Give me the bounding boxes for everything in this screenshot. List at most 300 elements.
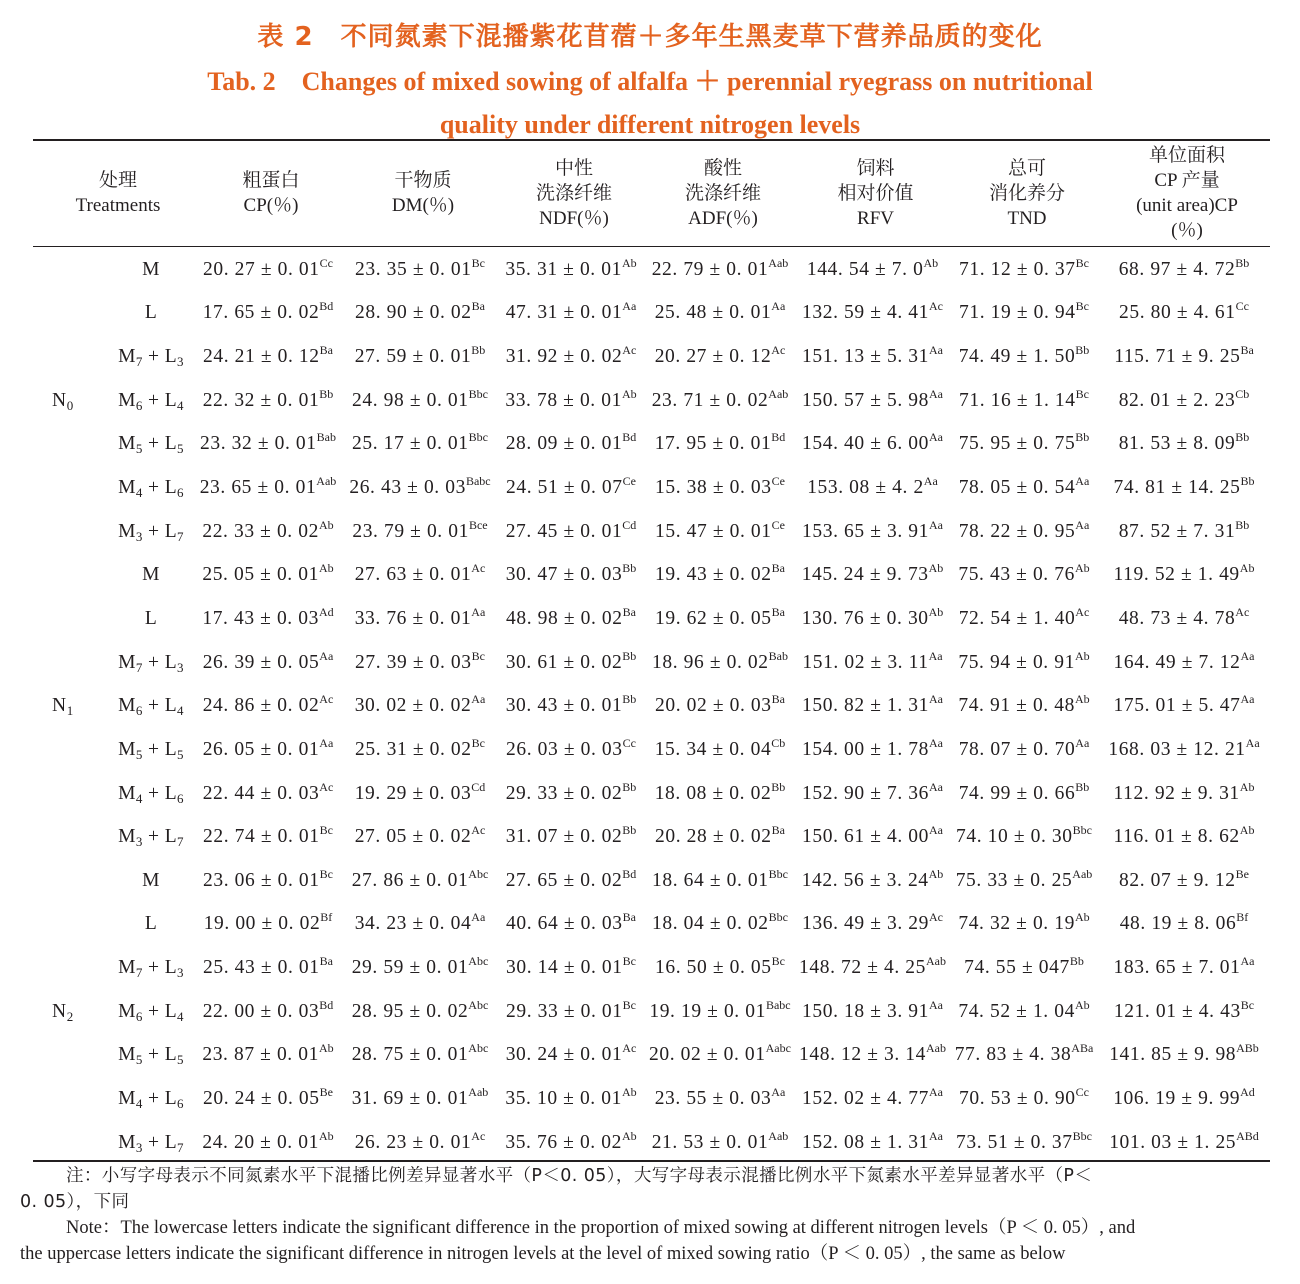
table-row (33, 1121, 1270, 1165)
data-cell (645, 1034, 795, 1078)
cell-value: 30. 14 ± 0. 01 (506, 957, 623, 979)
cell-value: 15. 38 ± 0. 03 (655, 477, 772, 499)
treatment-m: L (144, 913, 158, 935)
data-cell (343, 946, 497, 990)
treatment-l-sub: 7 (177, 528, 184, 544)
significance-letters: Bc (319, 866, 333, 881)
cell-value: 35. 31 ± 0. 01 (505, 258, 622, 280)
cell-value: 74. 99 ± 0. 66 (958, 782, 1076, 804)
treatment-m: M (142, 564, 160, 586)
cell-value: 26. 43 ± 0. 03 (349, 477, 466, 499)
data-cell (193, 597, 343, 641)
data-cell (497, 292, 645, 336)
data-cell (343, 597, 497, 641)
data-cell (950, 292, 1098, 336)
significance-letters: Aa (928, 517, 943, 532)
cell-value: 150. 57 ± 5. 98 (802, 389, 929, 411)
data-cell (193, 728, 343, 772)
significance-letters: Aabc (765, 1041, 791, 1056)
data-cell (497, 553, 645, 597)
treatment-plus: + (142, 826, 165, 848)
treatment-m: M (142, 258, 160, 280)
cell-value: 112. 92 ± 9. 31 (1113, 782, 1240, 804)
table-row (33, 553, 1270, 597)
nitrogen-level (33, 553, 109, 858)
significance-letters: Bb (622, 648, 637, 663)
treatment-plus: + (142, 1087, 165, 1109)
significance-letters: Ab (1239, 823, 1255, 838)
significance-letters: Abc (468, 866, 489, 881)
treatment-plus: + (142, 346, 165, 368)
data-cell (950, 1121, 1098, 1165)
cell-value: 74. 55 ± 047 (964, 957, 1070, 979)
cell-value: 30. 02 ± 0. 02 (354, 695, 472, 717)
table-row (33, 641, 1270, 685)
cell-value: 144. 54 ± 7. 0 (806, 258, 924, 280)
cell-value: 19. 19 ± 0. 01 (649, 1000, 766, 1022)
cell-value: 151. 02 ± 3. 11 (802, 651, 929, 673)
treatment-l: L (164, 957, 177, 979)
significance-letters: Bd (319, 299, 334, 314)
treatment-cell (109, 684, 193, 728)
treatment-plus: + (142, 1044, 165, 1066)
data-cell (193, 379, 343, 423)
table-caption-en-line2: quality under different nitrogen levels (439, 110, 861, 139)
cell-value: 48. 73 ± 4. 78 (1118, 607, 1236, 629)
data-cell (645, 815, 795, 859)
treatment-l: L (164, 346, 177, 368)
significance-letters: Ab (621, 386, 637, 401)
data-cell (1098, 815, 1270, 859)
treatment-cell (109, 597, 193, 641)
significance-letters: Babc (765, 997, 791, 1012)
data-cell (645, 903, 795, 947)
treatment-cell (109, 1077, 193, 1121)
cell-value: 78. 05 ± 0. 54 (958, 477, 1076, 499)
nitrogen-sub: 2 (66, 1008, 74, 1024)
cell-value: 31. 69 ± 0. 01 (351, 1087, 469, 1109)
significance-letters: Bbc (1072, 1128, 1092, 1143)
significance-letters: Bb (622, 823, 637, 838)
significance-letters: Aa (928, 997, 943, 1012)
treatment-plus: + (142, 520, 165, 542)
data-cell (1098, 248, 1270, 292)
treatment-l-sub: 3 (177, 659, 184, 675)
header-rfv-line: RFV (857, 207, 894, 229)
significance-letters: Ab (318, 517, 334, 532)
data-cell (645, 946, 795, 990)
cell-value: 30. 43 ± 0. 01 (505, 695, 623, 717)
cell-value: 81. 53 ± 8. 09 (1118, 433, 1236, 455)
data-cell (1098, 335, 1270, 379)
data-cell (497, 335, 645, 379)
header-dm (346, 142, 500, 244)
cell-value: 23. 35 ± 0. 01 (355, 258, 472, 280)
cell-value: 22. 44 ± 0. 03 (202, 782, 320, 804)
table-top-rule (33, 139, 1270, 141)
significance-letters: Cb (1235, 386, 1250, 401)
table-row (33, 335, 1270, 379)
cell-value: 25. 80 ± 4. 61 (1119, 302, 1236, 324)
treatment-m: M (118, 520, 136, 542)
cell-value: 148. 12 ± 3. 14 (799, 1044, 926, 1066)
cell-value: 20. 02 ± 0. 03 (655, 695, 772, 717)
treatment-m: M (118, 1087, 136, 1109)
cell-value: 35. 10 ± 0. 01 (505, 1087, 622, 1109)
significance-letters: Aa (928, 1084, 943, 1099)
treatment-m: M (118, 477, 136, 499)
header-dm-line: 干物质 (394, 170, 452, 191)
table-row (33, 990, 1270, 1034)
header-treat-line: Treatments (75, 195, 161, 216)
data-cell (497, 815, 645, 859)
data-cell (950, 1034, 1098, 1078)
cell-value: 87. 52 ± 7. 31 (1118, 520, 1236, 542)
significance-letters: Abc (468, 1041, 489, 1056)
significance-letters: Ba (622, 910, 636, 925)
data-cell (343, 815, 497, 859)
header-dm-line: DM(％) (391, 195, 455, 216)
data-cell (343, 292, 497, 336)
cell-value: 20. 02 ± 0. 01 (649, 1044, 766, 1066)
data-cell (1098, 553, 1270, 597)
data-cell (343, 553, 497, 597)
cell-value: 15. 47 ± 0. 01 (655, 520, 772, 542)
table-row (33, 510, 1270, 554)
treatment-m-sub: 3 (135, 528, 143, 544)
significance-letters: Aa (928, 648, 943, 663)
treatment-m: M (118, 738, 136, 760)
significance-letters: Ac (319, 692, 334, 707)
cell-value: 20. 24 ± 0. 05 (203, 1087, 320, 1109)
significance-letters: Bb (1069, 954, 1084, 969)
data-cell (645, 423, 795, 467)
data-cell (795, 466, 950, 510)
header-rfv (798, 142, 953, 244)
data-cell (645, 772, 795, 816)
significance-letters: Bf (1236, 910, 1249, 925)
significance-letters: Ad (318, 604, 334, 619)
data-cell (497, 859, 645, 903)
significance-letters: Bb (1235, 255, 1250, 270)
significance-letters: Cd (471, 779, 486, 794)
cell-value: 154. 40 ± 6. 00 (802, 433, 929, 455)
data-cell (193, 859, 343, 903)
treatment-m-sub: 5 (135, 1052, 143, 1068)
data-cell (497, 510, 645, 554)
treatment-m: M (118, 826, 136, 848)
cell-value: 75. 33 ± 0. 25 (955, 869, 1073, 891)
significance-letters: Aa (928, 692, 943, 707)
significance-letters: Aa (928, 386, 943, 401)
treatment-plus: + (142, 957, 165, 979)
cell-value: 17. 43 ± 0. 03 (202, 607, 319, 629)
significance-letters: Aa (771, 1084, 786, 1099)
significance-letters: Bc (1075, 255, 1089, 270)
treatment-l: L (164, 651, 177, 673)
treatment-l: L (164, 1131, 177, 1153)
data-cell (497, 946, 645, 990)
significance-letters: Ce (771, 474, 785, 489)
data-cell (497, 772, 645, 816)
significance-letters: Bbc (468, 430, 488, 445)
table-row (33, 946, 1270, 990)
data-cell (497, 728, 645, 772)
data-cell (950, 815, 1098, 859)
significance-letters: Bab (768, 648, 788, 663)
cell-value: 74. 52 ± 1. 04 (958, 1000, 1075, 1022)
cell-value: 22. 79 ± 0. 01 (651, 258, 769, 280)
data-cell (795, 510, 950, 554)
data-cell (795, 292, 950, 336)
data-cell (795, 1034, 950, 1078)
data-cell (645, 859, 795, 903)
treatment-m: M (118, 651, 136, 673)
significance-letters: Ab (621, 1128, 637, 1143)
header-treat (48, 142, 188, 244)
header-cpy-line: (unit area)CP (1136, 195, 1238, 216)
significance-letters: Ac (771, 343, 786, 358)
data-cell (343, 728, 497, 772)
significance-letters: Abc (468, 954, 489, 969)
significance-letters: Bb (471, 343, 486, 358)
treatment-l-sub: 7 (177, 1139, 184, 1155)
data-cell (1098, 641, 1270, 685)
treatment-m: M (118, 695, 136, 717)
treatment-plus: + (142, 651, 165, 673)
cell-value: 74. 10 ± 0. 30 (956, 826, 1073, 848)
data-cell (950, 553, 1098, 597)
significance-letters: Bc (471, 735, 485, 750)
data-cell (497, 1034, 645, 1078)
nitrogen-level (33, 248, 109, 553)
significance-letters: Bce (468, 517, 488, 532)
significance-letters: Aab (925, 954, 946, 969)
cell-value: 23. 55 ± 0. 03 (654, 1087, 772, 1109)
table-caption-en-line1: Tab. 2 Changes of mixed sowing of alfalfa ＋ perennial ryegrass on nutritional (207, 67, 1093, 96)
treatment-cell (109, 423, 193, 467)
significance-letters: Ba (319, 954, 333, 969)
data-cell (795, 815, 950, 859)
treatment-m-sub: 7 (135, 965, 143, 981)
treatment-cell (109, 379, 193, 423)
treatment-plus: + (142, 738, 165, 760)
header-cpy-line: (％) (1171, 220, 1203, 241)
cell-value: 77. 83 ± 4. 38 (954, 1044, 1072, 1066)
cell-value: 27. 05 ± 0. 02 (354, 826, 472, 848)
header-rfv-line: 饲料 (856, 157, 895, 179)
cell-value: 74. 49 ± 1. 50 (958, 346, 1076, 368)
treatment-m: L (144, 607, 158, 629)
data-cell (795, 597, 950, 641)
significance-letters: Aa (928, 735, 943, 750)
data-cell (950, 466, 1098, 510)
significance-letters: Ab (318, 1041, 334, 1056)
cell-value: 142. 56 ± 3. 24 (801, 869, 929, 891)
header-tnd-line: TND (1007, 207, 1047, 229)
treatment-cell (109, 641, 193, 685)
cell-value: 31. 07 ± 0. 02 (505, 826, 623, 848)
data-cell (1098, 772, 1270, 816)
nutritional-quality-table (33, 248, 1270, 1164)
data-cell (193, 466, 343, 510)
treatment-m: M (142, 869, 160, 891)
significance-letters: Aa (471, 604, 486, 619)
significance-letters: Aab (1072, 866, 1093, 881)
cell-value: 31. 92 ± 0. 02 (505, 346, 623, 368)
significance-letters: Bf (320, 910, 333, 925)
data-cell (343, 1077, 497, 1121)
data-cell (193, 1034, 343, 1078)
treatment-m: L (144, 302, 158, 324)
data-cell (795, 335, 950, 379)
treatment-cell (109, 292, 193, 336)
significance-letters: Bc (471, 255, 485, 270)
significance-letters: Aa (928, 1128, 943, 1143)
data-cell (645, 466, 795, 510)
significance-letters: Bb (622, 561, 637, 576)
treatment-m: M (118, 957, 136, 979)
significance-letters: Ac (622, 1041, 637, 1056)
significance-letters: Bc (1075, 299, 1089, 314)
treatment-cell (109, 772, 193, 816)
treatment-m: M (118, 782, 136, 804)
cell-value: 18. 04 ± 0. 02 (652, 913, 769, 935)
significance-letters: Aab (468, 1084, 489, 1099)
significance-letters: Bbc (468, 386, 488, 401)
cell-value: 24. 20 ± 0. 01 (202, 1131, 319, 1153)
significance-letters: Bb (771, 779, 786, 794)
data-cell (343, 248, 497, 292)
significance-letters: Ba (1240, 343, 1254, 358)
data-cell (193, 641, 343, 685)
data-cell (795, 990, 950, 1034)
significance-letters: Ac (928, 910, 943, 925)
data-cell (950, 903, 1098, 947)
table-row (33, 1077, 1270, 1121)
significance-letters: Aa (319, 735, 334, 750)
significance-letters: Bbc (768, 866, 788, 881)
data-cell (950, 859, 1098, 903)
treatment-m-sub: 6 (135, 1008, 143, 1024)
table-row (33, 728, 1270, 772)
nitrogen-sub: 1 (66, 703, 74, 719)
table-row (33, 903, 1270, 947)
header-treat-line: 处理 (98, 170, 137, 191)
significance-letters: Aa (1240, 954, 1255, 969)
significance-letters: Ad (1240, 1084, 1255, 1099)
treatment-m-sub: 6 (135, 703, 143, 719)
cell-value: 106. 19 ± 9. 99 (1113, 1087, 1241, 1109)
data-cell (497, 641, 645, 685)
significance-letters: Ab (923, 255, 939, 270)
data-cell (950, 772, 1098, 816)
significance-letters: Bd (771, 430, 786, 445)
cell-value: 72. 54 ± 1. 40 (958, 607, 1076, 629)
significance-letters: Cb (771, 735, 786, 750)
cell-value: 48. 98 ± 0. 02 (506, 607, 623, 629)
significance-letters: Ab (318, 561, 334, 576)
cell-value: 25. 31 ± 0. 02 (355, 738, 472, 760)
data-cell (645, 510, 795, 554)
data-cell (193, 248, 343, 292)
data-cell (950, 946, 1098, 990)
cell-value: 20. 27 ± 0. 01 (203, 258, 320, 280)
data-cell (343, 903, 497, 947)
data-cell (645, 553, 795, 597)
cell-value: 24. 86 ± 0. 02 (202, 695, 320, 717)
treatment-l-sub: 6 (177, 1095, 184, 1111)
cell-value: 28. 09 ± 0. 01 (505, 433, 623, 455)
cell-value: 154. 00 ± 1. 78 (802, 738, 929, 760)
significance-letters: Ac (1235, 604, 1250, 619)
cell-value: 78. 22 ± 0. 95 (958, 520, 1076, 542)
cell-value: 74. 32 ± 0. 19 (958, 913, 1075, 935)
cell-value: 26. 39 ± 0. 05 (202, 651, 320, 673)
treatment-plus: + (142, 782, 165, 804)
cell-value: 18. 08 ± 0. 02 (654, 782, 772, 804)
table-row (33, 423, 1270, 467)
significance-letters: Bb (1235, 517, 1250, 532)
cell-value: 28. 75 ± 0. 01 (351, 1044, 469, 1066)
data-cell (645, 641, 795, 685)
cell-value: 29. 33 ± 0. 02 (505, 782, 623, 804)
data-cell (795, 1121, 950, 1165)
cell-value: 22. 32 ± 0. 01 (202, 389, 320, 411)
data-cell (497, 990, 645, 1034)
nitrogen-sub: 0 (66, 397, 74, 413)
header-ndf-line: NDF(％) (539, 207, 609, 229)
data-cell (950, 423, 1098, 467)
significance-letters: ABb (1236, 1041, 1259, 1056)
table-row (33, 248, 1270, 292)
significance-letters: Aa (319, 648, 334, 663)
cell-value: 18. 96 ± 0. 02 (652, 651, 769, 673)
cell-value: 153. 08 ± 4. 2 (807, 477, 924, 499)
data-cell (795, 903, 950, 947)
treatment-l-sub: 4 (177, 703, 184, 719)
cell-value: 48. 19 ± 8. 06 (1119, 913, 1237, 935)
cell-value: 30. 61 ± 0. 02 (505, 651, 623, 673)
treatment-plus: + (142, 433, 165, 455)
cell-value: 27. 86 ± 0. 01 (351, 869, 469, 891)
cell-value: 73. 51 ± 0. 37 (956, 1131, 1073, 1153)
treatment-l-sub: 3 (177, 354, 184, 370)
significance-letters: Bc (319, 823, 333, 838)
significance-letters: Be (1235, 866, 1249, 881)
significance-letters: Aa (1075, 735, 1090, 750)
treatment-cell (109, 510, 193, 554)
significance-letters: Aa (1240, 648, 1255, 663)
significance-letters: Be (319, 1084, 333, 1099)
cell-value: 71. 12 ± 0. 37 (959, 258, 1076, 280)
cell-value: 152. 02 ± 4. 77 (802, 1087, 929, 1109)
data-cell (795, 772, 950, 816)
significance-letters: Cc (622, 735, 636, 750)
cell-value: 82. 01 ± 2. 23 (1118, 389, 1236, 411)
data-cell (1098, 466, 1270, 510)
significance-letters: Bab (316, 430, 336, 445)
data-cell (950, 379, 1098, 423)
header-tnd-line: 消化养分 (988, 182, 1065, 204)
significance-letters: Bb (1075, 779, 1090, 794)
data-cell (497, 248, 645, 292)
significance-letters: ABa (1071, 1041, 1094, 1056)
data-cell (193, 990, 343, 1034)
significance-letters: Ce (771, 517, 785, 532)
treatment-m-sub: 3 (135, 834, 143, 850)
significance-letters: Bb (1075, 343, 1090, 358)
